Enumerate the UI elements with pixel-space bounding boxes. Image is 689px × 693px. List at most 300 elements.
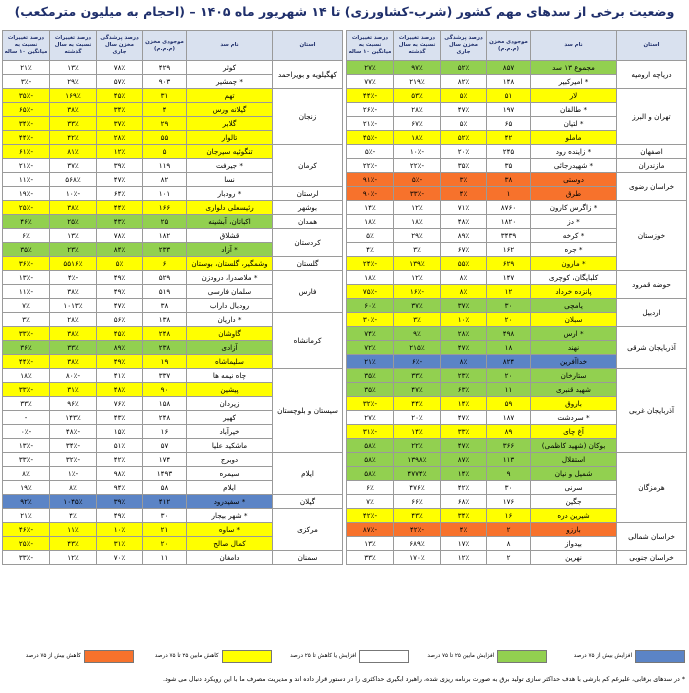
dam-name-cell: گاوشان	[187, 327, 273, 341]
change-last-year-cell: ۱۰۴۵٪	[50, 495, 97, 509]
change-last-year-cell: ۶۸۹٪	[394, 537, 441, 551]
change-last-year-cell: -۱۰٪	[394, 145, 441, 159]
dam-name-cell: خیرآباد	[187, 425, 273, 439]
dam-name-cell: * دز	[531, 215, 617, 229]
change-10yr-avg-cell: ۷٪	[3, 299, 50, 313]
dam-name-cell: * داریان	[187, 313, 273, 327]
change-10yr-avg-cell: -۶۵٪	[3, 103, 50, 117]
change-10yr-avg-cell: ۳۶٪	[3, 341, 50, 355]
volume-cell: ۵۸	[143, 481, 187, 495]
change-10yr-avg-cell: -۳۶٪	[3, 257, 50, 271]
change-last-year-cell: -۳۴٪	[50, 439, 97, 453]
table-row	[3, 453, 343, 467]
change-10yr-avg-cell: -۲۱٪	[347, 117, 394, 131]
dam-name-cell: * کرخه	[531, 229, 617, 243]
dam-name-cell: شمیل و نیان	[531, 467, 617, 481]
dam-name-cell: ایلام	[187, 481, 273, 495]
change-10yr-avg-cell: ۲۱٪	[3, 61, 50, 75]
volume-cell: ۱۱۳	[487, 453, 531, 467]
change-last-year-cell: ۱۳۹۸٪	[394, 453, 441, 467]
header-change-10yr-avg: درصد تغییرات نسبت به میانگین ۱۰ ساله	[3, 31, 50, 61]
change-10yr-avg-cell: -۳۴٪	[3, 117, 50, 131]
fill-percent-cell: ۴۷٪	[441, 439, 487, 453]
volume-cell: ۲۰	[143, 537, 187, 551]
change-last-year-cell: ۳۳٪	[394, 369, 441, 383]
table-row	[347, 551, 687, 565]
change-10yr-avg-cell: ۷٪	[347, 495, 394, 509]
dam-name-cell: دوبرج	[187, 453, 273, 467]
change-10yr-avg-cell: ۱۸٪	[347, 215, 394, 229]
dam-name-cell: وشمگیر، گلستان، بوستان	[187, 257, 273, 271]
volume-cell: ۱۸۲۰	[487, 215, 531, 229]
dam-name-cell: سرنی	[531, 481, 617, 495]
fill-percent-cell: ۴۳٪	[97, 411, 143, 425]
change-10yr-avg-cell: -۳۲٪	[347, 397, 394, 411]
fill-percent-cell: ۴۹٪	[97, 271, 143, 285]
change-10yr-avg-cell: ۱۸٪	[3, 369, 50, 383]
change-10yr-avg-cell: -۲۵٪	[3, 537, 50, 551]
fill-percent-cell: ۴۷٪	[441, 411, 487, 425]
fill-percent-cell: ۸۴٪	[97, 243, 143, 257]
fill-percent-cell: ۴۷٪	[97, 173, 143, 187]
table-row	[3, 271, 343, 285]
dam-name-cell: * مارون	[531, 257, 617, 271]
province-cell: مرکزی	[273, 509, 343, 551]
dam-table-right	[346, 30, 687, 565]
change-10yr-avg-cell: ۱۹٪	[3, 481, 50, 495]
change-last-year-cell: ۶۶٪	[394, 495, 441, 509]
volume-cell: ۳۰	[487, 299, 531, 313]
change-10yr-avg-cell: -۱۱٪	[3, 285, 50, 299]
legend-item	[142, 650, 272, 663]
change-10yr-avg-cell: -۳۳٪	[3, 327, 50, 341]
change-last-year-cell: -۱۶٪	[394, 285, 441, 299]
fill-percent-cell: ۴۱٪	[97, 369, 143, 383]
province-cell: مازندران	[617, 159, 687, 173]
dam-name-cell: بارزو	[531, 523, 617, 537]
volume-cell: ۴	[143, 103, 187, 117]
change-last-year-cell: ۱۸٪	[394, 131, 441, 145]
change-last-year-cell: ۴۴٪	[394, 397, 441, 411]
province-cell: خراسان شمالی	[617, 523, 687, 551]
volume-cell: ۱۰۱	[143, 187, 187, 201]
change-last-year-cell: ۳۸٪	[50, 355, 97, 369]
change-10yr-avg-cell: ۳٪	[3, 313, 50, 327]
volume-cell: ۳۳۷	[143, 369, 187, 383]
dam-name-cell: گیلانه ورس	[187, 103, 273, 117]
volume-cell: ۲۰	[487, 369, 531, 383]
change-last-year-cell: -۴۸٪	[50, 425, 97, 439]
fill-percent-cell: ۳۵٪	[441, 159, 487, 173]
dam-name-cell: بیدواز	[531, 537, 617, 551]
fill-percent-cell: ۴۷٪	[97, 299, 143, 313]
volume-cell: ۲۴۸	[143, 411, 187, 425]
volume-cell: ۸۹	[487, 425, 531, 439]
volume-cell: ۵۹	[487, 397, 531, 411]
fill-percent-cell: ۴۹٪	[97, 285, 143, 299]
dam-name-cell: * ساوه	[187, 523, 273, 537]
volume-cell: ۵۱۹	[143, 285, 187, 299]
fill-percent-cell: ۷۱٪	[441, 201, 487, 215]
change-last-year-cell: -۸۰٪	[50, 369, 97, 383]
change-last-year-cell: ۱۴٪	[394, 425, 441, 439]
change-10yr-avg-cell: ۹۲٪	[3, 495, 50, 509]
volume-cell: ۳۸	[143, 299, 187, 313]
change-10yr-avg-cell: ۷۲٪	[347, 341, 394, 355]
table-row	[3, 201, 343, 215]
table-row	[3, 187, 343, 201]
volume-cell: ۳۰	[143, 509, 187, 523]
change-10yr-avg-cell: ۵۸٪	[347, 439, 394, 453]
province-cell: آذربایجان غربی	[617, 369, 687, 453]
dam-name-cell: * زاگرس کارون	[531, 201, 617, 215]
change-last-year-cell: ۲۵٪	[50, 215, 97, 229]
province-cell: دریاچه ارومیه	[617, 61, 687, 89]
volume-cell: ۲	[487, 551, 531, 565]
change-10yr-avg-cell: ۳۳٪	[347, 551, 394, 565]
province-cell: سیستان و بلوچستان	[273, 369, 343, 453]
dam-name-cell: * ملاصدرا، درودزن	[187, 271, 273, 285]
volume-cell: ۵	[143, 145, 187, 159]
dam-name-cell: شیرین دره	[531, 509, 617, 523]
fill-percent-cell: ۸۹٪	[441, 229, 487, 243]
table-row	[347, 523, 687, 537]
fill-percent-cell: ۱۵٪	[97, 425, 143, 439]
fill-percent-cell: ۱۰٪	[441, 313, 487, 327]
volume-cell: ۱۴۹۳	[143, 467, 187, 481]
header-volume: موجودی مخزن (م.م.م)	[487, 31, 531, 61]
fill-percent-cell: ۳۹٪	[97, 495, 143, 509]
volume-cell: ۱۸۷	[487, 411, 531, 425]
change-last-year-cell: ۴۲٪	[50, 131, 97, 145]
dam-name-cell: یامچی	[531, 299, 617, 313]
fill-percent-cell: ۳۴٪	[97, 103, 143, 117]
volume-cell: ۲۳۸	[143, 341, 187, 355]
change-10yr-avg-cell: -۳۳٪	[3, 453, 50, 467]
province-cell: آذربایجان شرقی	[617, 327, 687, 369]
change-10yr-avg-cell: -۳۰٪	[347, 313, 394, 327]
fill-percent-cell: ۱۰٪	[97, 523, 143, 537]
header-fill-percent: درصد پرشدگی مخزن سال جاری	[97, 31, 143, 61]
legend-swatch	[222, 650, 272, 663]
change-last-year-cell: ۹۶٪	[50, 397, 97, 411]
province-cell: تهران و البرز	[617, 89, 687, 145]
change-10yr-avg-cell: ۳۳٪	[3, 397, 50, 411]
fill-percent-cell: ۱۴٪	[441, 467, 487, 481]
volume-cell: ۱۱	[487, 383, 531, 397]
table-row	[3, 313, 343, 327]
change-last-year-cell: ۳٪	[394, 313, 441, 327]
change-10yr-avg-cell: ۵٪	[347, 229, 394, 243]
dam-name-cell: * رودبار	[187, 187, 273, 201]
legend-swatch	[359, 650, 409, 663]
volume-cell: ۱۱۹	[143, 159, 187, 173]
change-10yr-avg-cell: -۴۴٪	[347, 89, 394, 103]
fill-percent-cell: ۶۸٪	[441, 495, 487, 509]
change-10yr-avg-cell: -۴۲٪	[347, 509, 394, 523]
change-last-year-cell: ۲۱۵٪	[394, 341, 441, 355]
dam-name-cell: ماشکید علیا	[187, 439, 273, 453]
fill-percent-cell: ۵۵٪	[441, 257, 487, 271]
fill-percent-cell: ۳۷٪	[441, 299, 487, 313]
change-last-year-cell: -۲۲٪	[394, 159, 441, 173]
table-header-row	[347, 31, 687, 61]
change-last-year-cell: -۱۰٪	[50, 187, 97, 201]
fill-percent-cell: ۶۴٪	[97, 187, 143, 201]
fill-percent-cell: ۴۴٪	[97, 201, 143, 215]
dam-name-cell: * امیرکبیر	[531, 75, 617, 89]
volume-cell: ۳۰	[487, 481, 531, 495]
change-10yr-avg-cell: -۲۱٪	[3, 159, 50, 173]
dam-name-cell: کلبایگان، کوچری	[531, 271, 617, 285]
fill-percent-cell: ۳۹٪	[97, 159, 143, 173]
province-cell: خوزستان	[617, 201, 687, 271]
volume-cell: ۹۰	[143, 383, 187, 397]
volume-cell: ۸۲۴	[487, 355, 531, 369]
dam-name-cell: مجموع ۱۳ سد	[531, 61, 617, 75]
change-10yr-avg-cell: -۳۵٪	[3, 89, 50, 103]
volume-cell: ۴۹۸	[487, 327, 531, 341]
dam-name-cell: نسا	[187, 173, 273, 187]
province-cell: زنجان	[273, 89, 343, 145]
fill-percent-cell: ۴۲٪	[97, 453, 143, 467]
change-10yr-avg-cell: ۱۳٪	[347, 537, 394, 551]
change-last-year-cell: ۴۷۶٪	[394, 481, 441, 495]
dam-name-cell: پانزده خرداد	[531, 285, 617, 299]
dam-name-cell: قشلاق	[187, 229, 273, 243]
fill-percent-cell: ۳۳٪	[441, 425, 487, 439]
table-row	[3, 145, 343, 159]
legend-label: کاهش مابین ۲۵ تا ۷۵ درصد	[154, 653, 219, 659]
dam-name-cell: * ارس	[531, 327, 617, 341]
change-10yr-avg-cell: -۷۵٪	[347, 285, 394, 299]
change-10yr-avg-cell: -۸۷٪	[347, 523, 394, 537]
province-cell: اردبیل	[617, 299, 687, 327]
volume-cell: ۲	[487, 523, 531, 537]
dam-name-cell: * چمشیر	[187, 75, 273, 89]
fill-percent-cell: ۱۲٪	[441, 551, 487, 565]
fill-percent-cell: ۱۲٪	[97, 145, 143, 159]
volume-cell: ۴۲	[487, 131, 531, 145]
volume-cell: ۸۲	[143, 173, 187, 187]
volume-cell: ۱۴۷	[487, 271, 531, 285]
change-10yr-avg-cell: -۱۳٪	[3, 271, 50, 285]
fill-percent-cell: ۲۸٪	[441, 327, 487, 341]
volume-cell: ۵۵	[143, 131, 187, 145]
change-10yr-avg-cell: -۴۶٪	[3, 523, 50, 537]
dam-name-cell: بوکان (شهید کاظمی)	[531, 439, 617, 453]
change-last-year-cell: ۸٪	[50, 481, 97, 495]
fill-percent-cell: ۴۹٪	[97, 355, 143, 369]
volume-cell: ۲۴۵	[487, 145, 531, 159]
volume-cell: ۱۶۲	[487, 243, 531, 257]
dam-name-cell: لار	[531, 89, 617, 103]
volume-cell: ۵۲۹	[143, 271, 187, 285]
province-cell: کهگیلویه و بویراحمد	[273, 61, 343, 89]
fill-percent-cell: ۱۴٪	[441, 397, 487, 411]
dam-name-cell: * زاینده رود	[531, 145, 617, 159]
fill-percent-cell: ۸٪	[441, 355, 487, 369]
change-last-year-cell: ۲۰٪	[394, 411, 441, 425]
volume-cell: ۳۵	[487, 159, 531, 173]
dam-name-cell: طرق	[531, 187, 617, 201]
fill-percent-cell: ۵۶٪	[97, 313, 143, 327]
dam-name-cell: * جیرفت	[187, 159, 273, 173]
volume-cell: ۹	[487, 467, 531, 481]
change-last-year-cell: ۲۸٪	[394, 103, 441, 117]
dam-name-cell: کوثر	[187, 61, 273, 75]
legend-item	[280, 650, 410, 663]
change-last-year-cell: ۱۰۱۳٪	[50, 299, 97, 313]
table-row	[3, 495, 343, 509]
table-row	[3, 89, 343, 103]
change-10yr-avg-cell: -۹۰٪	[347, 187, 394, 201]
change-10yr-avg-cell: ۷۴٪	[347, 327, 394, 341]
change-10yr-avg-cell: ۳۵٪	[347, 369, 394, 383]
volume-cell: ۳۶۶	[487, 439, 531, 453]
change-10yr-avg-cell: -	[3, 411, 50, 425]
dam-name-cell: سبلان	[531, 313, 617, 327]
change-last-year-cell: -۴۲٪	[394, 523, 441, 537]
fill-percent-cell: ۲۸٪	[97, 131, 143, 145]
fill-percent-cell: ۶۷٪	[441, 243, 487, 257]
header-change-last-year: درصد تغییرات نسبت به سال گذشته	[394, 31, 441, 61]
dam-name-cell: استقلال	[531, 453, 617, 467]
header-dam-name: نام سد	[531, 31, 617, 61]
fill-percent-cell: ۲۰٪	[441, 145, 487, 159]
table-header-row	[3, 31, 343, 61]
change-10yr-avg-cell: -۹۱٪	[347, 173, 394, 187]
fill-percent-cell: ۴٪	[441, 523, 487, 537]
volume-cell: ۲۰	[487, 313, 531, 327]
header-fill-percent: درصد پرشدگی مخزن سال جاری	[441, 31, 487, 61]
change-last-year-cell: ۳۱٪	[50, 383, 97, 397]
province-cell: ایلام	[273, 453, 343, 495]
volume-cell: ۱۳۸	[143, 313, 187, 327]
fill-percent-cell: ۵۲٪	[441, 131, 487, 145]
change-10yr-avg-cell: -۱۱٪	[3, 173, 50, 187]
province-cell: هرمزگان	[617, 453, 687, 523]
dam-name-cell: دوستی	[531, 173, 617, 187]
change-last-year-cell: ۱۲٪	[50, 551, 97, 565]
volume-cell: ۳۸	[487, 173, 531, 187]
dam-name-cell: * طالقان	[531, 103, 617, 117]
table-row	[347, 453, 687, 467]
dam-name-cell: چاه نیمه ها	[187, 369, 273, 383]
change-10yr-avg-cell: ۶۰٪	[347, 299, 394, 313]
change-last-year-cell: ۱۷۰٪	[394, 551, 441, 565]
volume-cell: ۱۷۴	[143, 453, 187, 467]
change-last-year-cell: ۹٪	[394, 327, 441, 341]
change-last-year-cell: ۲۹٪	[394, 229, 441, 243]
change-10yr-avg-cell: -۳۱٪	[347, 425, 394, 439]
fill-percent-cell: ۵٪	[441, 117, 487, 131]
dam-table-left	[2, 30, 343, 565]
change-10yr-avg-cell: ۶٪	[347, 481, 394, 495]
change-10yr-avg-cell: -۲۴٪	[347, 257, 394, 271]
change-10yr-avg-cell: -۴۴٪	[3, 131, 50, 145]
change-10yr-avg-cell: -۴۴٪	[3, 355, 50, 369]
change-last-year-cell: ۱۴۳٪	[50, 411, 97, 425]
fill-percent-cell: ۸۹٪	[97, 341, 143, 355]
dam-name-cell: باروق	[531, 397, 617, 411]
dam-name-cell: سلیماشاه	[187, 355, 273, 369]
change-10yr-avg-cell: ۶٪	[3, 229, 50, 243]
dam-name-cell: * آزاد	[187, 243, 273, 257]
volume-cell: ۸۵۷	[487, 61, 531, 75]
dam-name-cell: سیمره	[187, 467, 273, 481]
change-last-year-cell: -۶٪	[394, 355, 441, 369]
fill-percent-cell: ۸٪	[441, 285, 487, 299]
change-10yr-avg-cell: ۴٪	[347, 243, 394, 257]
header-dam-name: نام سد	[187, 31, 273, 61]
dam-name-cell: تهم	[187, 89, 273, 103]
change-10yr-avg-cell: ۸٪	[3, 467, 50, 481]
change-10yr-avg-cell: -۶۱٪	[3, 145, 50, 159]
volume-cell: ۲۳۳	[143, 243, 187, 257]
province-cell: اصفهان	[617, 145, 687, 159]
legend-item	[555, 650, 685, 663]
legend-label: افزایش مابین ۲۵ تا ۷۵ درصد	[427, 653, 495, 659]
header-province: استان	[273, 31, 343, 61]
fill-percent-cell: ۴۳٪	[97, 215, 143, 229]
header-change-10yr-avg: درصد تغییرات نسبت به میانگین ۱۰ ساله	[347, 31, 394, 61]
fill-percent-cell: ۵۱٪	[97, 439, 143, 453]
dam-name-cell: پیشین	[187, 383, 273, 397]
fill-percent-cell: ۳٪	[441, 173, 487, 187]
change-last-year-cell: ۴٪	[50, 509, 97, 523]
table-row	[347, 369, 687, 383]
change-last-year-cell: ۴۳٪	[50, 537, 97, 551]
dam-name-cell: * سفیدرود	[187, 495, 273, 509]
change-last-year-cell: ۳۷٪	[50, 159, 97, 173]
dam-name-cell: آزادی	[187, 341, 273, 355]
province-cell: حوضه قمرود	[617, 271, 687, 299]
province-cell: فارس	[273, 271, 343, 313]
dam-name-cell: رئیسعلی دلواری	[187, 201, 273, 215]
volume-cell: ۱۷۶	[487, 495, 531, 509]
fill-percent-cell: ۴۹٪	[97, 509, 143, 523]
dam-name-cell: * شهر بیجار	[187, 509, 273, 523]
table-row	[347, 61, 687, 75]
dam-name-cell: ستارخان	[531, 369, 617, 383]
volume-cell: ۹۰۳	[143, 75, 187, 89]
dam-name-cell: آغ چای	[531, 425, 617, 439]
change-10yr-avg-cell: ۵۸٪	[347, 453, 394, 467]
fill-percent-cell: ۷۸٪	[97, 61, 143, 75]
fill-percent-cell: ۹۸٪	[97, 467, 143, 481]
change-last-year-cell: -۳۲٪	[50, 453, 97, 467]
fill-percent-cell: ۷۰٪	[97, 551, 143, 565]
change-10yr-avg-cell: -۰٪	[3, 425, 50, 439]
volume-cell: ۱۲	[487, 285, 531, 299]
fill-percent-cell: ۸٪	[441, 271, 487, 285]
volume-cell: ۱۹	[143, 355, 187, 369]
dam-name-cell: اکباتان، آبشینه	[187, 215, 273, 229]
volume-cell: ۶	[143, 257, 187, 271]
page-title: وضعیت برخی از سدهای مهم کشور (شرب-کشاورزی) تا ۱۴ شهریور ماه ۱۴۰۵ – (احجام به میلیون مترمکعب)	[14, 4, 675, 19]
table-row	[347, 159, 687, 173]
change-10yr-avg-cell: -۳۳٪	[3, 383, 50, 397]
change-last-year-cell: ۵۵۱۶٪	[50, 257, 97, 271]
change-last-year-cell: -۵٪	[394, 173, 441, 187]
province-cell: گیلان	[273, 495, 343, 509]
table-row	[3, 215, 343, 229]
fill-percent-cell: ۷۶٪	[97, 397, 143, 411]
dam-name-cell: تالوار	[187, 131, 273, 145]
change-10yr-avg-cell: ۲۷٪	[347, 61, 394, 75]
change-last-year-cell: ۱۲٪	[394, 201, 441, 215]
